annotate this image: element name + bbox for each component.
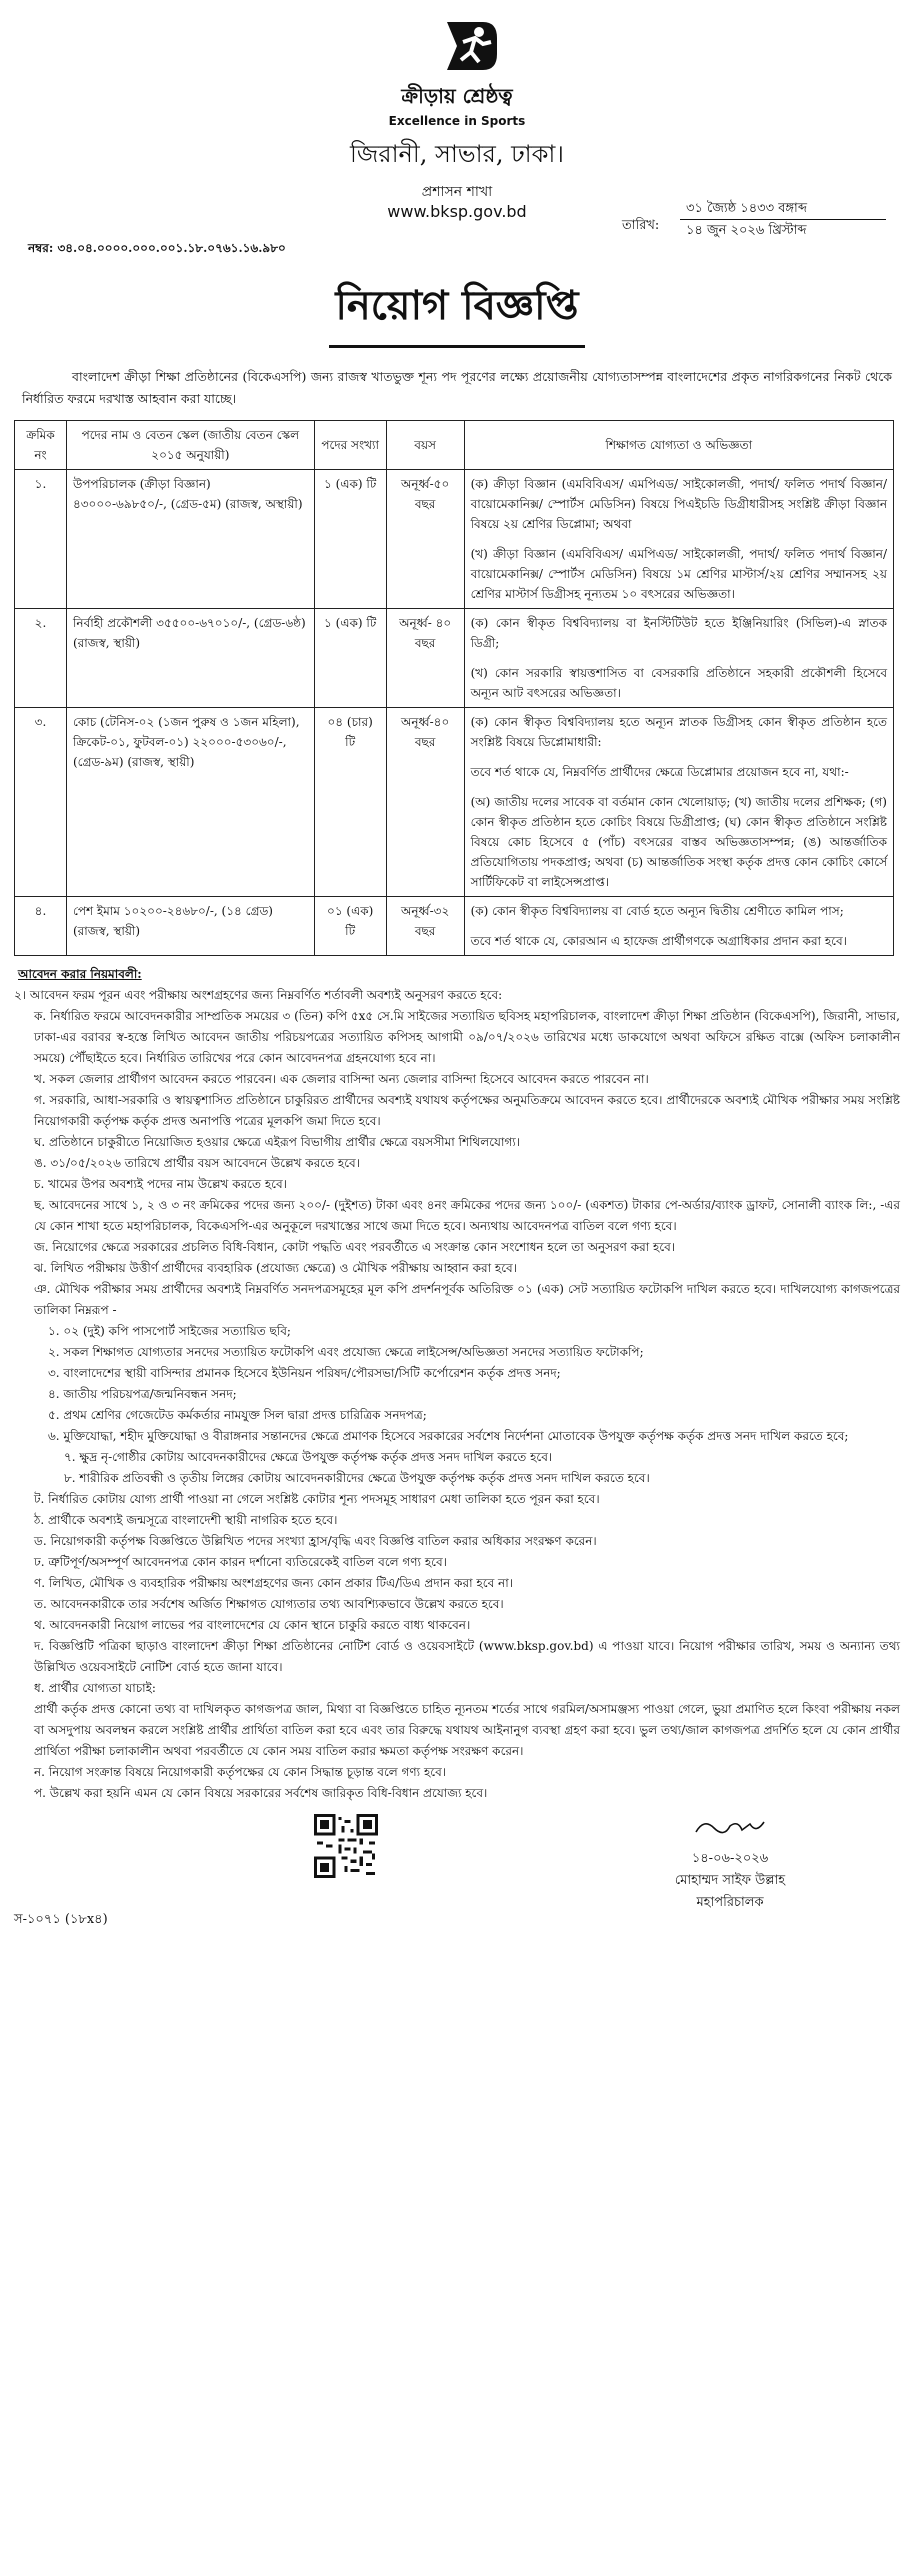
rule-item: ঠ. প্রার্থীকে অবশ্যই জন্মসূত্রে বাংলাদেশী স্থায়ী নাগরিক হতে হবে।	[34, 1513, 338, 1527]
notice-title: নিয়োগ বিজ্ঞপ্তি	[329, 274, 584, 348]
cell-post: পেশ ইমাম ১০২০০-২৪৬৮০/-, (১৪ গ্রেড) (রাজস্ব, স্থায়ী)	[66, 897, 314, 956]
cell-post: নির্বাহী প্রকৌশলী ৩৫৫০০-৬৭০১০/-, (গ্রেড-৬ষ্ঠ) (রাজস্ব, স্থায়ী)	[66, 609, 314, 708]
memo-number: নম্বর: ৩৪.০৪.০০০০.০০০.০০১.১৮.০৭৬১.১৬.৯৮০	[28, 241, 286, 255]
posts-table	[14, 420, 894, 956]
title-wrap	[14, 274, 900, 348]
rule-item: ঘ. প্রতিষ্ঠানে চাকুরীতে নিয়োজিত হওয়ার ক্ষেত্রে এইরূপ বিভাগীয় প্রার্থীর ক্ষেত্রে বয়সসীমা শিথিলযোগ্য।	[34, 1135, 521, 1149]
cell-qualification	[464, 708, 893, 897]
cell-age: অনূর্ধ্ব-৫০ বছর	[386, 470, 464, 609]
rule-item: জ. নিয়োগের ক্ষেত্রে সরকারের প্রচলিত বিধি-বিধান, কোটা পদ্ধতি এবং পরবর্তীতে এ সংক্রান্ত কোন সংশোধন হলে তা অনুসরণ করা হবে।	[34, 1240, 676, 1254]
header-age: বয়স	[386, 421, 464, 470]
header-post: পদের নাম ও বেতন স্কেল (জাতীয় বেতন স্কেল ২০১৫ অনুযায়ী)	[66, 421, 314, 470]
table-row	[15, 609, 894, 708]
rule-item: ৮. শারীরিক প্রতিবন্ধী ও তৃতীয় লিঙ্গের কোটায় আবেদনকারীদের ক্ষেত্রে উপযুক্ত কর্তৃপক্ষ কর্তৃক প্রদত্ত সনদ দাখিল করতে হবে।	[64, 1471, 650, 1485]
cell-age: অনূর্ধ্ব-৩২ বছর	[386, 897, 464, 956]
cell-serial: ৪.	[15, 897, 67, 956]
date-gregorian: ১৪ জুন ২০২৬ খ্রিস্টাব্দ	[686, 223, 807, 238]
signature-mark-icon	[690, 1814, 770, 1840]
qualification-line: (অ) জাতীয় দলের সাবেক বা বর্তমান কোন খেলোয়াড়; (খ) জাতীয় দলের প্রশিক্ষক; (গ) কোন স্বীকৃত প্রতিষ্ঠান হতে কোচিং বিষয়ে ডিগ্রীপ্রাপ্ত; (ঘ) কোন স্বীকৃত প্রতিষ্ঠানে সংশ্লিষ্ট বিষয়ে কোচ হিসেবে ৫ (পাঁচ) বৎসরের বাস্তব অভিজ্ঞতাসম্পন্ন; (ঙ) আন্তর্জাতিক প্রতিযোগিতায় পদকপ্রাপ্ত; অথবা (চ) আন্তর্জাতিক সংস্থা কর্তৃক প্রদত্ত কোন কোচিং কোর্সে সার্টিফিকেট বা লাইসেন্সপ্রাপ্ত।	[470, 795, 887, 889]
qualification-line: (ক) ক্রীড়া বিজ্ঞান (এমবিবিএস/ এমপিএড/ সাইকোলজী, পদার্থ/ ফলিত পদার্থ বিজ্ঞান/ বায়োমেকানিক্স/ স্পোর্টস মেডিসিন) বিষয়ে পিএইচডি ডিগ্রীধারীসহ সংশ্লিষ্ট ক্রীড়া বিজ্ঞান বিষয়ে ২য় শ্রেণির ডিপ্লোমা; অথবা	[470, 477, 887, 531]
signatory-name: মোহাম্মদ সাইফ উল্লাহ	[674, 1873, 786, 1888]
rule-item: ধ. প্রার্থীর যোগ্যতা যাচাই:	[34, 1681, 156, 1695]
table-row	[15, 470, 894, 609]
rule-item: প. উল্লেখ করা হয়নি এমন যে কোন বিষয়ে সরকারের সর্বশেষ জারিকৃত বিধি-বিধান প্রযোজ্য হবে।	[34, 1786, 488, 1800]
rule-item: ২. সকল শিক্ষাগত যোগ্যতার সনদের সত্যায়িত ফটোকপি এবং প্রযোজ্য ক্ষেত্রে লাইসেন্স/অভিজ্ঞতা সনদের সত্যায়িত ফটোকপি;	[48, 1345, 644, 1359]
notice-footer	[14, 1814, 900, 1934]
rule-item: ৭. ক্ষুদ্র নৃ-গোষ্ঠীর কোটায় আবেদনকারীদের ক্ষেত্রে উপযুক্ত কর্তৃপক্ষ কর্তৃক প্রদত্ত সনদ দাখিল করতে হবে।	[64, 1450, 553, 1464]
cell-qualification	[464, 609, 893, 708]
rule-item: ত. আবেদনকারীকে তার সর্বশেষ অর্জিত শিক্ষাগত যোগ্যতার তথ্য আবশ্যিকভাবে উল্লেখ করতে হবে।	[34, 1597, 504, 1611]
date-bangla: ৩১ জ্যৈষ্ঠ ১৪৩৩ বঙ্গাব্দ	[686, 201, 807, 216]
cell-serial: ৩.	[15, 708, 67, 897]
qualification-line: তবে শর্ত থাকে যে, নিম্নবর্ণিত প্রার্থীদের ক্ষেত্রে ডিপ্লোমার প্রয়োজন হবে না, যথা:-	[470, 765, 849, 779]
cell-qualification	[464, 897, 893, 956]
signature-block	[620, 1814, 840, 1914]
rule-item: ৩. বাংলাদেশের স্থায়ী বাসিন্দার প্রমানক হিসেবে ইউনিয়ন পরিষদ/পৌরসভা/সিটি কর্পোরেশন কর্তৃক প্রদত্ত সনদ;	[48, 1366, 561, 1380]
date-label: তারিখ:	[622, 218, 660, 233]
rule-item: ন. নিয়োগ সংক্রান্ত বিষয়ে নিয়োগকারী কর্তৃপক্ষের যে কোন সিদ্ধান্ত চূড়ান্ত বলে গণ্য হবে।	[34, 1765, 447, 1779]
rule-item: প্রার্থী কর্তৃক প্রদত্ত কোনো তথ্য বা দাখিলকৃত কাগজপত্র জাল, মিথ্যা বা বিজ্ঞপ্তিতে চাহিত ন্যূনতম শর্তের সাথে গরমিল/অসামঞ্জস্য পাওয়া গেলে, ভুয়া প্রমাণিত হলে কিংবা পরীক্ষায় নকল বা অসদুপায় অবলম্বন করলে সংশ্লিষ্ট প্রার্থীর প্রার্থিতা বাতিল করা হবে এবং তার বিরুদ্ধে যথাযথ আইনানুগ ব্যবস্থা গ্রহণ করা হবে। ভুল তথ্য/জাল কাগজপত্র প্রদর্শিত হলে যে কোন প্রার্থীর প্রার্থিতা পরীক্ষা চলাকালীন অথবা পরবর্তীতে যে কোন সময় বাতিল করার ক্ষমতা কর্তৃপক্ষ সংরক্ষণ করেন।	[34, 1702, 900, 1758]
cell-post: কোচ (টেনিস-০২ (১জন পুরুষ ও ১জন মহিলা), ক্রিকেট-০১, ফুটবল-০১) ২২০০০-৫৩০৬০/-, (গ্রেড-৯ম) (রাজস্ব, স্থায়ী)	[66, 708, 314, 897]
rule-item: ১. ০২ (দুই) কপি পাসপোর্ট সাইজের সত্যায়িত ছবি;	[48, 1324, 291, 1338]
letterhead	[14, 0, 900, 262]
qualification-line: (খ) ক্রীড়া বিজ্ঞান (এমবিবিএস/ এমপিএড/ সাইকোলজী, পদার্থ/ ফলিত পদার্থ বিজ্ঞান/ বায়োমেকানিক্স/ স্পোর্টস মেডিসিন) বিষয়ে ১ম শ্রেণির মাস্টার্স/২য় শ্রেণির সম্মানসহ ২য় শ্রেণির মাস্টার্স ডিগ্রীসহ নূন্যতম ১০ বৎসরের অভিজ্ঞতা।	[470, 547, 887, 601]
signatory-designation: মহাপরিচালক	[696, 1895, 764, 1910]
rule-item: গ. সরকারি, আধা-সরকারি ও স্বায়ত্বশাসিত প্রতিষ্ঠানে চাকুরিরত প্রার্থীদের অবশ্যই যথাযথ কর্তৃপক্ষের অনুমতিক্রমে আবেদন করতে হবে। প্রার্থীদেরকে অবশ্যই মৌখিক পরীক্ষার সময় সংশ্লিষ্ট নিয়োগকারী কর্তৃপক্ষ কর্তৃক প্রদত্ত অনাপত্তি পত্রের মূলকপি জমা দিতে হবে।	[34, 1093, 900, 1128]
cell-serial: ২.	[15, 609, 67, 708]
qualification-line: (ক) কোন স্বীকৃত বিশ্ববিদ্যালয় বা ইনস্টিটিউট হতে ইঞ্জিনিয়ারিং (সিভিল)-এ স্নাতক ডিগ্রী;	[470, 616, 887, 650]
rule-item: ছ. আবেদনের সাথে ১, ২ ও ৩ নং ক্রমিকের পদের জন্য ২০০/- (দুইশত) টাকা এবং ৪নং ক্রমিকের পদের জন্য ১০০/- (একশত) টাকার পে-অর্ডার/ব্যাংক ড্রাফট, সোনালী ব্যাংক লি:, -এর যে কোন শাখা হতে মহাপরিচালক, বিকেএসপি-এর অনুকূলে দরখাস্তের সাথে জমা দিতে হবে। অন্যথায় আবেদনপত্র বাতিল বলে গণ্য হবে।	[34, 1198, 900, 1233]
rule-item: ৫. প্রথম শ্রেণির গেজেটেড কর্মকর্তার নামযুক্ত সিল দ্বারা প্রদত্ত চারিত্রিক সনদপত্র;	[48, 1408, 427, 1422]
publication-reference: স-১০৭১ (১৮x৪)	[14, 1912, 108, 1927]
cell-age: অনূর্ধ্ব-৪০ বছর	[386, 708, 464, 897]
header-qualification: শিক্ষাগত যোগ্যতা ও অভিজ্ঞতা	[464, 421, 893, 470]
rule-item: ণ. লিখিত, মৌখিক ও ব্যবহারিক পরীক্ষায় অংশগ্রহণের জন্য কোন প্রকার টিএ/ডিএ প্রদান করা হবে না।	[34, 1576, 513, 1590]
rule-item: ক. নির্ধারিত ফরমে আবেদনকারীর সাম্প্রতিক সময়ের ৩ (তিন) কপি ৫x৫ সে.মি সাইজের সত্যায়িত ছবিসহ মহাপরিচালক, বাংলাদেশ ক্রীড়া শিক্ষা প্রতিষ্ঠান (বিকেএসপি), জিরানী, সাভার, ঢাকা-এর বরাবর স্ব-হস্তে লিখিত আবেদন জাতীয় পরিচয়পত্রের সত্যায়িত কপিসহ আগামী ০৯/০৭/২০২৬ তারিখের মধ্যে ডাকযোগে অথবা অফিসে রক্ষিত বাক্সে (অফিস চলাকালীন সময়ে) পৌঁছাইতে হবে। নির্ধারিত তারিখের পরে কোন আবেদনপত্র গ্রহনযোগ্য হবে না।	[34, 1009, 900, 1065]
cell-age: অনূর্ধ্ব- ৪০ বছর	[386, 609, 464, 708]
rule-item: চ. খামের উপর অবশ্যই পদের নাম উল্লেখ করতে হবে।	[34, 1177, 287, 1191]
rules-list	[14, 985, 900, 1804]
date-separator	[680, 219, 886, 220]
table-header-row	[15, 421, 894, 470]
cell-count: ০১ (এক) টি	[314, 897, 386, 956]
rule-item: ৪. জাতীয় পরিচয়পত্র/জন্মনিবন্ধন সনদ;	[48, 1387, 237, 1401]
qualification-line: (ক) কোন স্বীকৃত বিশ্ববিদ্যালয় হতে অন্যূন স্নাতক ডিগ্রীসহ কোন স্বীকৃত প্রতিষ্ঠান হতে সংশ্লিষ্ট বিষয়ে ডিপ্লোমাধারী:	[470, 715, 887, 749]
header-serial: ক্রমিক নং	[15, 421, 67, 470]
cell-count: ১ (এক) টি	[314, 609, 386, 708]
brand-motto-en: Excellence in Sports	[388, 114, 526, 128]
runner-logo-icon	[439, 14, 503, 78]
branch-name: প্রশাসন শাখা	[421, 184, 493, 200]
cell-count: ১ (এক) টি	[314, 470, 386, 609]
signature-date: ১৪-০৬-২০২৬	[691, 1851, 769, 1866]
qr-code-icon[interactable]	[314, 1814, 378, 1878]
rule-item: ড. নিয়োগকারী কর্তৃপক্ষ বিজ্ঞপ্তিতে উল্লিখিত পদের সংখ্যা হ্রাস/বৃদ্ধি এবং বিজ্ঞপ্তি বাতিল করার অধিকার সংরক্ষণ করেন।	[34, 1534, 597, 1548]
header-count: পদের সংখ্যা	[314, 421, 386, 470]
qualification-line: (খ) কোন সরকারি স্বায়ত্তশাসিত বা বেসরকারি প্রতিষ্ঠানে সহকারী প্রকৌশলী হিসেবে অন্যূন আট বৎসরের অভিজ্ঞতা।	[470, 666, 887, 700]
rule-item: দ. বিজ্ঞপ্তিটি পত্রিকা ছাড়াও বাংলাদেশ ক্রীড়া শিক্ষা প্রতিষ্ঠানের নোটিশ বোর্ড ও ওয়েবসাইটে (www.bksp.gov.bd) এ পাওয়া যাবে। নিয়োগ পরীক্ষার তারিখ, সময় ও অন্যান্য তথ্য উল্লিখিত ওয়েবসাইটে নোটিশ বোর্ড হতে জানা যাবে।	[34, 1639, 900, 1674]
website-link[interactable]: www.bksp.gov.bd	[387, 202, 527, 221]
cell-qualification	[464, 470, 893, 609]
institution-location: জিরানী, সাভার, ঢাকা।	[350, 140, 564, 168]
rule-item: থ. আবেদনকারী নিয়োগ লাভের পর বাংলাদেশের যে কোন স্থানে চাকুরি করতে বাধ্য থাকবেন।	[34, 1618, 471, 1632]
qualification-line: (ক) কোন স্বীকৃত বিশ্ববিদ্যালয় বা বোর্ড হতে অন্যূন দ্বিতীয় শ্রেণীতে কামিল পাস;	[470, 904, 844, 918]
table-row	[15, 708, 894, 897]
table-row	[15, 897, 894, 956]
cell-count: ০৪ (চার) টি	[314, 708, 386, 897]
application-rules	[14, 964, 900, 1804]
rule-item: ২। আবেদন ফরম পূরন এবং পরীক্ষায় অংশগ্রহণের জন্য নিম্নবর্ণিত শর্তাবলী অবশ্যই অনুসরণ করতে হবে:	[14, 988, 503, 1002]
rule-item: ট. নির্ধারিত কোটায় যোগ্য প্রার্থী পাওয়া না গেলে সংশ্লিষ্ট কোটার শূন্য পদসমূহ সাধারণ মেধা তালিকা হতে পূরন করা হবে।	[34, 1492, 600, 1506]
rule-item: ঞ. মৌখিক পরীক্ষার সময় প্রার্থীদের অবশ্যই নিম্নবর্ণিত সনদপত্রসমূহের মূল কপি প্রদর্শনপূর্বক অতিরিক্ত ০১ (এক) সেট সত্যায়িত ফটোকপি দাখিল করতে হবে। দাখিলযোগ্য কাগজপত্রের তালিকা নিম্নরূপ -	[34, 1282, 900, 1317]
rule-item: ঙ. ৩১/০৫/২০২৬ তারিখে প্রার্থীর বয়স আবেদনে উল্লেখ করতে হবে।	[34, 1156, 361, 1170]
rule-item: ৬. মুক্তিযোদ্ধা, শহীদ মুক্তিযোদ্ধা ও বীরাঙ্গনার সন্তানদের ক্ষেত্রে প্রমাণক হিসেবে সরকারের সর্বশেষ নির্দেশনা মোতাবেক উপযুক্ত কর্তৃপক্ষ কর্তৃক প্রদত্ত সনদ দাখিল করতে হবে;	[48, 1429, 849, 1443]
rule-item: ঢ. ত্রুটিপূর্ণ/অসম্পূর্ণ আবেদনপত্র কোন কারন দর্শানো ব্যতিরেকেই বাতিল বলে গণ্য হবে।	[34, 1555, 447, 1569]
cell-post: উপপরিচালক (ক্রীড়া বিজ্ঞান) ৪৩০০০-৬৯৮৫০/-, (গ্রেড-৫ম) (রাজস্ব, অস্থায়ী)	[66, 470, 314, 609]
intro-paragraph: বাংলাদেশ ক্রীড়া শিক্ষা প্রতিষ্ঠানের (বিকেএসপি) জন্য রাজস্ব খাতভুক্ত শূন্য পদ পূরণের লক্ষ্যে প্রয়োজনীয় যোগ্যতাসম্পন্ন বাংলাদেশের প্রকৃত নাগরিকগনের নিকট থেকে নির্ধারিত ফরমে দরখাস্ত আহবান করা যাচ্ছে।	[22, 369, 892, 406]
rule-item: ঝ. লিখিত পরীক্ষায় উত্তীর্ণ প্রার্থীদের ব্যবহারিক (প্রযোজ্য ক্ষেত্রে) ও মৌখিক পরীক্ষায় আহ্বান করা হবে।	[34, 1261, 518, 1275]
qualification-line: তবে শর্ত থাকে যে, কোরআন এ হাফেজ প্রার্থীগণকে অগ্রাধিকার প্রদান করা হবে।	[470, 934, 847, 948]
date-block	[622, 198, 886, 242]
brand-motto: ক্রীড়ায় শ্রেষ্ঠত্ব	[401, 84, 513, 108]
cell-serial: ১.	[15, 470, 67, 609]
rule-item: খ. সকল জেলার প্রার্থীগণ আবেদন করতে পারবেন। এক জেলার বাসিন্দা অন্য জেলার বাসিন্দা হিসেবে আবেদন করতে পারবেন না।	[34, 1072, 649, 1086]
rules-heading: আবেদন করার নিয়মাবলী:	[18, 967, 142, 981]
